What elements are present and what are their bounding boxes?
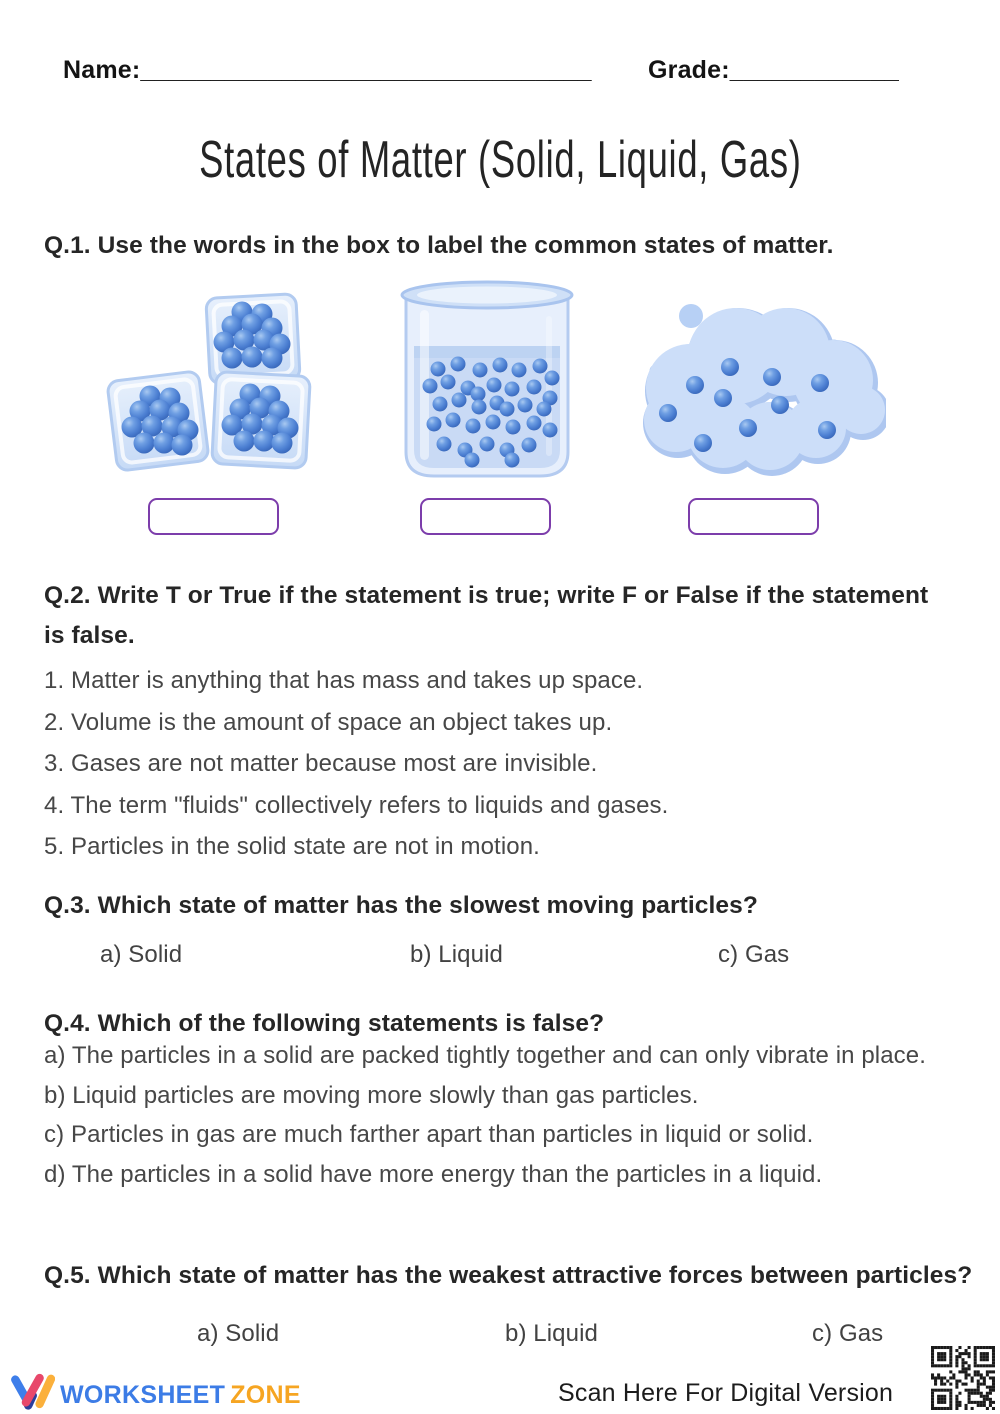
grade-field-line[interactable]: Grade:____________ — [648, 56, 900, 84]
q2-statement-3: 3. Gases are not matter because most are invisible. — [44, 750, 598, 777]
q5-heading: Q.5. Which state of matter has the weakest attractive forces between particles? — [44, 1262, 973, 1289]
solid-ice-cubes-illustration — [98, 288, 333, 488]
q4-heading: Q.4. Which of the following statements is false? — [44, 1010, 605, 1037]
q3-option-a[interactable]: a) Solid — [100, 941, 183, 968]
qr-code — [931, 1346, 995, 1410]
worksheetzone-wordmark — [60, 1381, 301, 1410]
page-title — [0, 130, 1000, 190]
q4-options — [44, 1036, 989, 1194]
q2-heading: Q.2. Write T or True if the statement is true; write F or False if the statement is false. — [44, 582, 929, 649]
gas-cloud-illustration — [628, 292, 886, 478]
q2-statement-1: 1. Matter is anything that has mass and takes up space. — [44, 667, 644, 694]
q3-option-c[interactable]: c) Gas — [718, 941, 790, 968]
q5-option-c[interactable]: c) Gas — [812, 1320, 884, 1347]
q3-heading: Q.3. Which state of matter has the slowest moving particles? — [44, 892, 758, 919]
q2-statement-2: 2. Volume is the amount of space an object takes up. — [44, 708, 613, 736]
q4-option-b[interactable]: b) Liquid particles are moving more slowly than gas particles. — [44, 1081, 699, 1109]
q3-option-b[interactable]: b) Liquid — [410, 941, 503, 968]
page-title-text: States of Matter (Solid, Liquid, Gas) — [198, 131, 802, 189]
q2-statement-5: 5. Particles in the solid state are not in motion. — [44, 833, 540, 860]
q1-heading: Q.1. Use the words in the box to label the common states of matter. — [44, 232, 834, 259]
answer-box-liquid[interactable] — [420, 498, 551, 535]
name-field-line[interactable]: Name:________________________________ — [63, 56, 592, 84]
q5-option-b[interactable]: b) Liquid — [505, 1320, 598, 1347]
brand-zone: ZONE — [230, 1381, 301, 1409]
liquid-beaker-illustration — [392, 276, 582, 488]
q4-option-d[interactable]: d) The particles in a solid have more energy than the particles in a liquid. — [44, 1160, 823, 1188]
brand-worksheet: WORKSHEET — [60, 1381, 226, 1409]
answer-box-solid[interactable] — [148, 498, 279, 535]
q2-statement-4: 4. The term "fluids" collectively refers to liquids and gases. — [44, 791, 669, 819]
q2-statements — [44, 668, 668, 876]
scan-here-label: Scan Here For Digital Version — [558, 1379, 894, 1407]
answer-box-gas[interactable] — [688, 498, 819, 535]
q5-option-a[interactable]: a) Solid — [197, 1320, 280, 1347]
q4-option-c[interactable]: c) Particles in gas are much farther apart than particles in liquid or solid. — [44, 1121, 814, 1148]
worksheetzone-logo-icon — [9, 1372, 55, 1410]
q4-option-a[interactable]: a) The particles in a solid are packed tightly together and can only vibrate in place. — [44, 1042, 926, 1069]
